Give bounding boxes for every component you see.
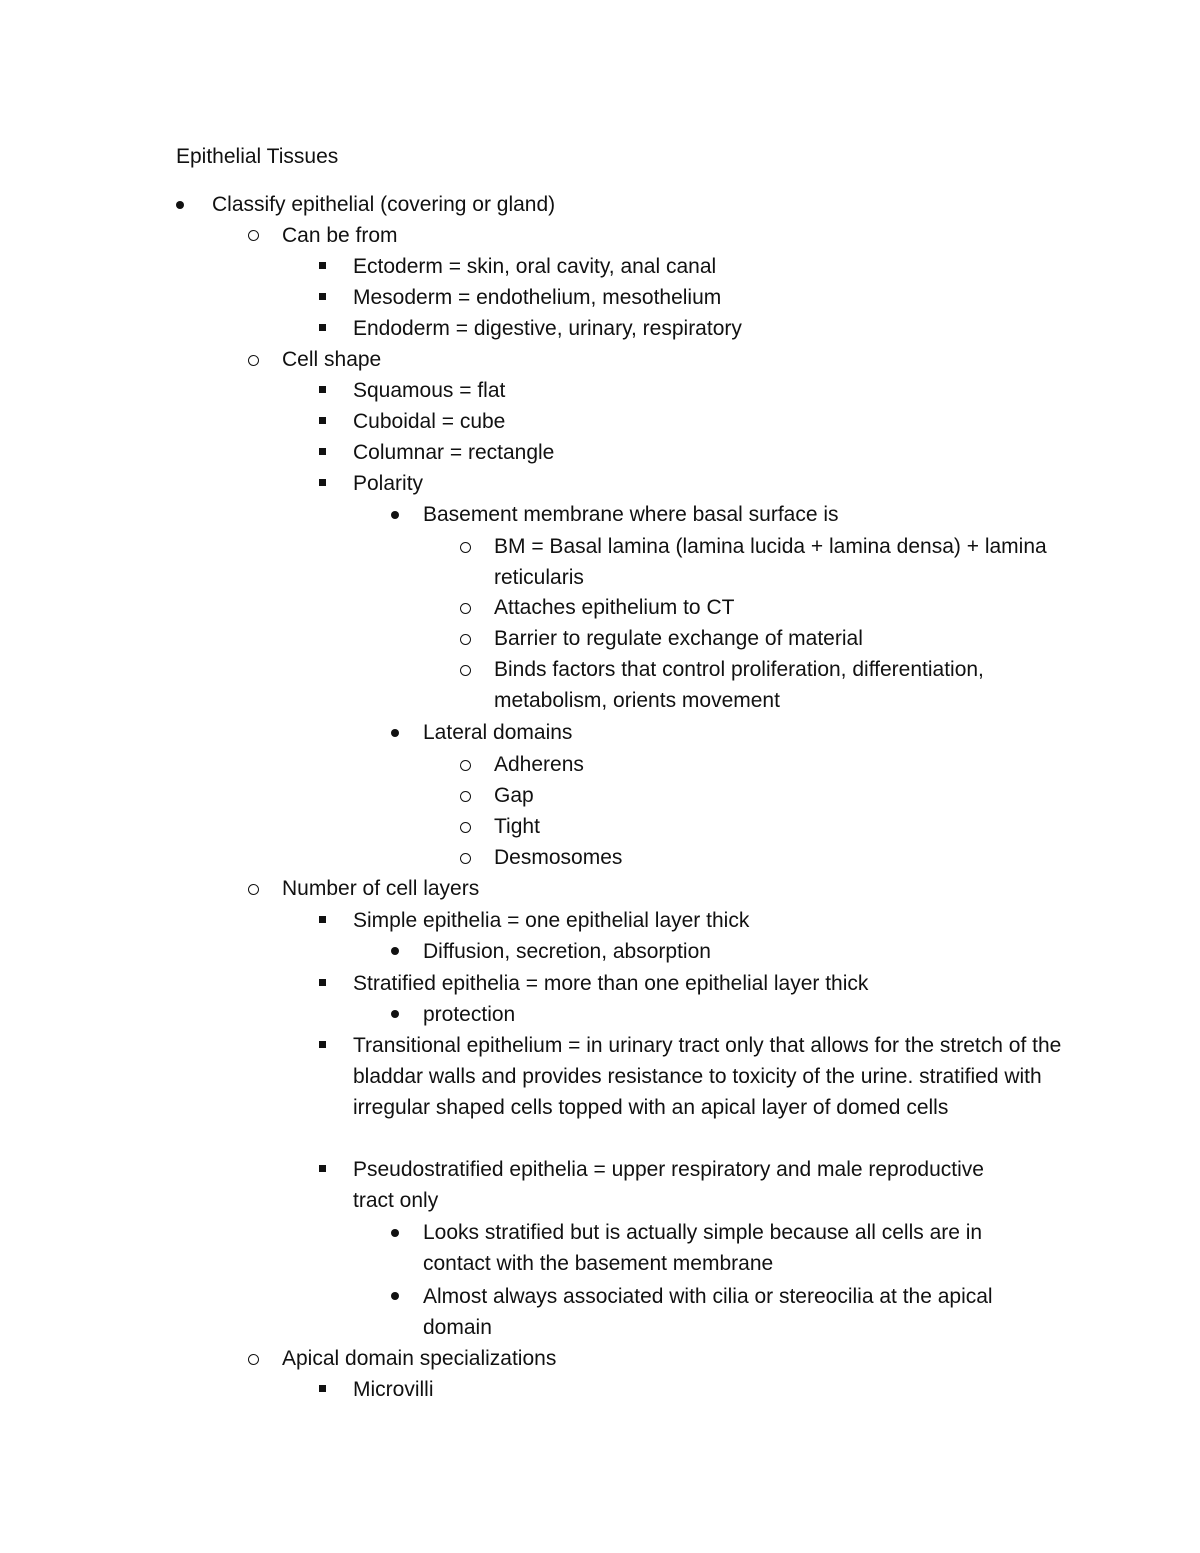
- list-item-level5: Adherens: [494, 753, 584, 776]
- bullet-circle-icon: [460, 634, 471, 645]
- bullet-disc-icon: [176, 201, 184, 209]
- list-item-level1: Classify epithelial (covering or gland): [212, 193, 556, 216]
- bullet-square-icon: [319, 1041, 326, 1048]
- list-item-level5: Attaches epithelium to CT: [494, 596, 735, 619]
- bullet-square-icon: [319, 417, 326, 424]
- list-item-level4: protection: [423, 1003, 516, 1026]
- list-item-level5: Gap: [494, 784, 534, 807]
- list-item-level3: Microvilli: [353, 1378, 434, 1401]
- bullet-square-icon: [319, 293, 326, 300]
- list-item-level3: Ectoderm = skin, oral cavity, anal canal: [353, 255, 717, 278]
- list-item-level2: Cell shape: [282, 348, 382, 371]
- bullet-circle-icon: [248, 230, 259, 241]
- bullet-square-icon: [319, 448, 326, 455]
- list-item-level3: Squamous = flat: [353, 379, 506, 402]
- list-item-level5: Barrier to regulate exchange of material: [494, 627, 863, 650]
- bullet-square-icon: [319, 262, 326, 269]
- bullet-disc-icon: [391, 1292, 399, 1300]
- bullet-disc-icon: [391, 511, 399, 519]
- list-item-level3: Columnar = rectangle: [353, 441, 555, 464]
- list-item-level2: Number of cell layers: [282, 877, 480, 900]
- bullet-circle-icon: [248, 884, 259, 895]
- list-item-level3: Endoderm = digestive, urinary, respiratory: [353, 317, 742, 340]
- list-item-level4: Looks stratified but is actually simple because all cells are in contact with the basement membrane: [423, 1221, 983, 1275]
- bullet-circle-icon: [460, 791, 471, 802]
- list-item-level5: Desmosomes: [494, 846, 623, 869]
- bullet-disc-icon: [391, 1229, 399, 1237]
- bullet-disc-icon: [391, 1010, 399, 1018]
- bullet-circle-icon: [248, 1354, 259, 1365]
- list-item-level3: Transitional epithelium = in urinary tract only that allows for the stretch of the bladdar walls and provides resistance to toxicity of the urine. stratified with irregular shaped cells topped with an apical layer of domed cells: [353, 1034, 1062, 1119]
- bullet-circle-icon: [248, 355, 259, 366]
- document-title: Epithelial Tissues: [176, 145, 339, 168]
- list-item-level3: Stratified epithelia = more than one epithelial layer thick: [353, 972, 869, 995]
- bullet-square-icon: [319, 916, 326, 923]
- bullet-square-icon: [319, 1165, 326, 1172]
- bullet-square-icon: [319, 386, 326, 393]
- list-item-level2: Can be from: [282, 224, 398, 247]
- bullet-circle-icon: [460, 853, 471, 864]
- list-item-level5: Binds factors that control proliferation, differentiation, metabolism, orients movement: [494, 658, 984, 712]
- bullet-square-icon: [319, 324, 326, 331]
- bullet-circle-icon: [460, 822, 471, 833]
- bullet-square-icon: [319, 479, 326, 486]
- bullet-circle-icon: [460, 603, 471, 614]
- list-item-level4: Basement membrane where basal surface is: [423, 503, 839, 526]
- list-item-level3: Simple epithelia = one epithelial layer thick: [353, 909, 750, 932]
- bullet-circle-icon: [460, 665, 471, 676]
- list-item-level5: BM = Basal lamina (lamina lucida + lamina densa) + lamina reticularis: [494, 535, 1047, 589]
- list-item-level5: Tight: [494, 815, 540, 838]
- list-item-level4: Diffusion, secretion, absorption: [423, 940, 711, 963]
- bullet-disc-icon: [391, 729, 399, 737]
- list-item-level3: Cuboidal = cube: [353, 410, 506, 433]
- list-item-level3: Mesoderm = endothelium, mesothelium: [353, 286, 722, 309]
- list-item-level2: Apical domain specializations: [282, 1347, 557, 1370]
- list-item-level4: Lateral domains: [423, 721, 573, 744]
- bullet-disc-icon: [391, 947, 399, 955]
- bullet-circle-icon: [460, 760, 471, 771]
- list-item-level4: Almost always associated with cilia or stereocilia at the apical domain: [423, 1285, 993, 1339]
- bullet-square-icon: [319, 979, 326, 986]
- bullet-circle-icon: [460, 542, 471, 553]
- list-item-level3: Pseudostratified epithelia = upper respiratory and male reproductive tract only: [353, 1158, 984, 1212]
- list-item-level3: Polarity: [353, 472, 424, 495]
- bullet-square-icon: [319, 1385, 326, 1392]
